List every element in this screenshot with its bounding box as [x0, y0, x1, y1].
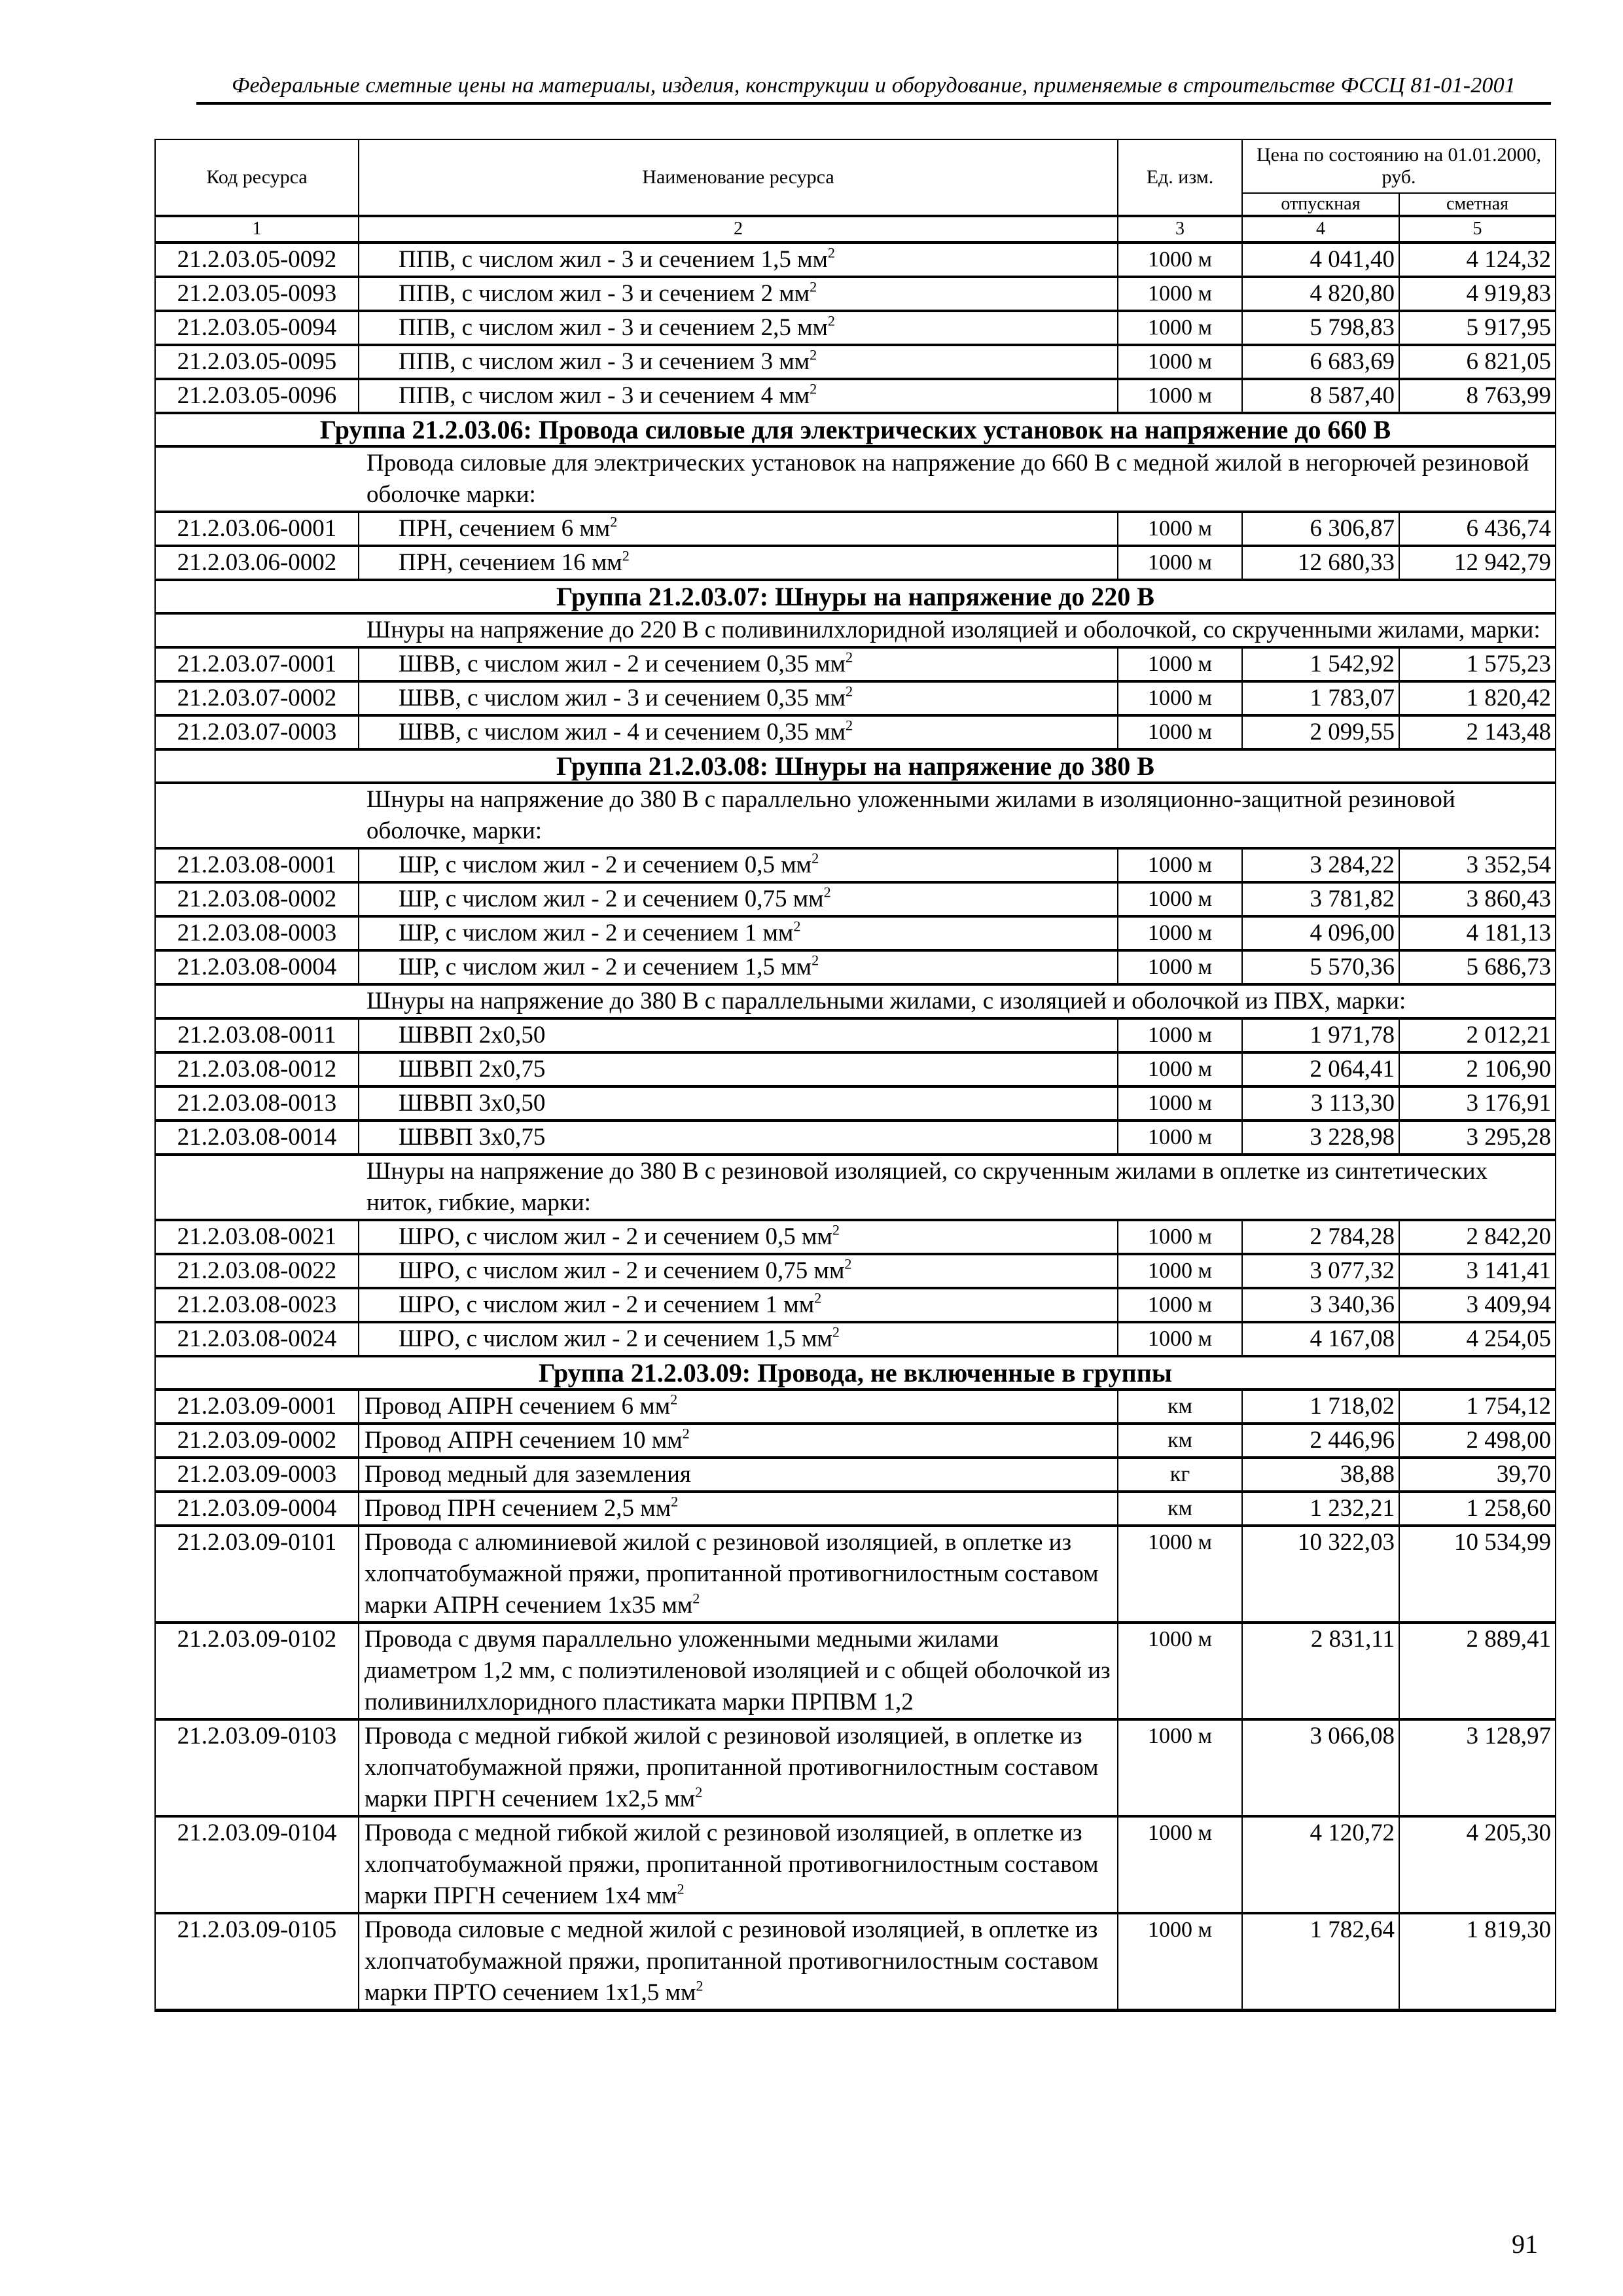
superscript: 2 [695, 1784, 703, 1801]
table-row [155, 950, 1556, 984]
resource-code: 21.2.03.08-0014 [155, 1121, 359, 1155]
group-header-row [155, 580, 1556, 613]
group-title: Группа 21.2.03.06: Провода силовые для электрических установок на напряжение до 660 В [155, 413, 1556, 446]
superscript: 2 [823, 884, 831, 901]
resource-name [359, 243, 1118, 278]
resource-code: 21.2.03.07-0003 [155, 715, 359, 749]
unit-cell: 1000 м [1118, 715, 1242, 749]
resource-code: 21.2.03.05-0092 [155, 243, 359, 278]
unit-cell: 1000 м [1118, 848, 1242, 882]
resource-name-text: ШРО, с числом жил - 2 и сечением 1 мм [399, 1291, 815, 1318]
unit-cell: км [1118, 1424, 1242, 1458]
table-row [155, 345, 1556, 379]
page-number: 91 [1512, 2229, 1538, 2259]
release-price: 12 680,33 [1242, 546, 1399, 580]
superscript: 2 [610, 513, 618, 530]
resource-name-text: Провод медный для заземления [365, 1461, 691, 1488]
unit-cell: 1000 м [1118, 1121, 1242, 1155]
resource-name-text: ШВВП 3х0,75 [399, 1124, 546, 1151]
resource-name-text: ШВВП 2х0,50 [399, 1022, 546, 1049]
release-price: 3 340,36 [1242, 1288, 1399, 1322]
resource-code: 21.2.03.08-0002 [155, 882, 359, 916]
resource-code: 21.2.03.07-0002 [155, 681, 359, 715]
unit-cell: 1000 м [1118, 681, 1242, 715]
resource-code: 21.2.03.09-0105 [155, 1913, 359, 2011]
subgroup-description: Шнуры на напряжение до 380 В с резиновой изоляцией, со скрученным жилами в оплетке из синтетических ниток, гибкие, марки: [359, 1155, 1556, 1220]
table-row [155, 512, 1556, 546]
resource-code: 21.2.03.09-0003 [155, 1458, 359, 1492]
estimate-price: 10 534,99 [1399, 1526, 1556, 1623]
price-table [154, 139, 1556, 2012]
superscript: 2 [814, 1289, 822, 1306]
resource-code: 21.2.03.08-0022 [155, 1254, 359, 1288]
resource-code: 21.2.03.08-0004 [155, 950, 359, 984]
column-number: 2 [359, 216, 1118, 243]
unit-cell: 1000 м [1118, 1623, 1242, 1719]
table-row [155, 546, 1556, 580]
resource-name-text: ШР, с числом жил - 2 и сечением 1,5 мм [399, 954, 812, 980]
description-row [155, 783, 1556, 848]
estimate-price: 3 176,91 [1399, 1086, 1556, 1121]
resource-code: 21.2.03.08-0024 [155, 1322, 359, 1356]
superscript: 2 [845, 649, 853, 666]
resource-name-text: ШВВ, с числом жил - 2 и сечением 0,35 мм [399, 651, 846, 677]
group-title: Группа 21.2.03.09: Провода, не включенные в группы [155, 1356, 1556, 1390]
estimate-price: 5 686,73 [1399, 950, 1556, 984]
table-row [155, 1121, 1556, 1155]
resource-code: 21.2.03.09-0001 [155, 1390, 359, 1424]
column-number: 3 [1118, 216, 1242, 243]
release-price: 3 781,82 [1242, 882, 1399, 916]
superscript: 2 [692, 1590, 700, 1607]
resource-name-text: Провода с алюминиевой жилой с резиновой изоляцией, в оплетке из хлопчатобумажной пряжи, пропитанной противогнилостным составом марки АПРН сечением 1х35 мм [365, 1529, 1099, 1619]
release-price: 3 113,30 [1242, 1086, 1399, 1121]
resource-code: 21.2.03.09-0002 [155, 1424, 359, 1458]
header-price-estimate: сметная [1399, 193, 1556, 216]
resource-name-text: ШРО, с числом жил - 2 и сечением 0,5 мм [399, 1223, 832, 1250]
table-row [155, 243, 1556, 278]
release-price: 4 167,08 [1242, 1322, 1399, 1356]
resource-code: 21.2.03.05-0095 [155, 345, 359, 379]
release-price: 1 232,21 [1242, 1492, 1399, 1526]
estimate-price: 3 409,94 [1399, 1288, 1556, 1322]
estimate-price: 3 352,54 [1399, 848, 1556, 882]
release-price: 4 096,00 [1242, 916, 1399, 950]
release-price: 8 587,40 [1242, 379, 1399, 413]
table-row [155, 1254, 1556, 1288]
resource-code: 21.2.03.08-0023 [155, 1288, 359, 1322]
unit-cell: 1000 м [1118, 512, 1242, 546]
header-price-release: отпускная [1242, 193, 1399, 216]
estimate-price: 1 819,30 [1399, 1913, 1556, 2011]
resource-name-text: Провода силовые с медной жилой с резиновой изоляцией, в оплетке из хлопчатобумажной пряжи, пропитанной противогнилостным составом марки ПРТО сечением 1х1,5 мм [365, 1916, 1099, 2006]
resource-name-text: Провод АПРН сечением 10 мм [365, 1427, 683, 1454]
unit-cell: 1000 м [1118, 546, 1242, 580]
resource-code: 21.2.03.09-0101 [155, 1526, 359, 1623]
release-price: 1 783,07 [1242, 681, 1399, 715]
resource-name-text: ШРО, с числом жил - 2 и сечением 1,5 мм [399, 1325, 832, 1352]
table-row [155, 1086, 1556, 1121]
resource-name [359, 1458, 1118, 1492]
estimate-price: 4 124,32 [1399, 243, 1556, 278]
estimate-price: 1 258,60 [1399, 1492, 1556, 1526]
table-row [155, 1322, 1556, 1356]
table-row [155, 311, 1556, 345]
subgroup-description: Шнуры на напряжение до 380 В с параллельными жилами, с изоляцией и оболочкой из ПВХ, марки: [359, 984, 1556, 1018]
estimate-price: 3 128,97 [1399, 1719, 1556, 1816]
unit-cell: 1000 м [1118, 950, 1242, 984]
estimate-price: 3 295,28 [1399, 1121, 1556, 1155]
estimate-price: 1 575,23 [1399, 647, 1556, 681]
resource-name-text: ШВВ, с числом жил - 4 и сечением 0,35 мм [399, 719, 846, 745]
estimate-price: 39,70 [1399, 1458, 1556, 1492]
resource-name-text: ШРО, с числом жил - 2 и сечением 0,75 мм [399, 1257, 845, 1284]
resource-name [359, 379, 1118, 413]
resource-name [359, 848, 1118, 882]
subgroup-description: Провода силовые для электрических установок на напряжение до 660 В с медной жилой в негорючей резиновой оболочке марки: [359, 446, 1556, 512]
group-header-row [155, 749, 1556, 783]
unit-cell: 1000 м [1118, 379, 1242, 413]
table-row [155, 1492, 1556, 1526]
unit-cell: 1000 м [1118, 1816, 1242, 1913]
resource-name [359, 546, 1118, 580]
estimate-price: 2 106,90 [1399, 1052, 1556, 1086]
release-price: 3 228,98 [1242, 1121, 1399, 1155]
release-price: 2 446,96 [1242, 1424, 1399, 1458]
header-price: Цена по состоянию на 01.01.2000, руб. [1242, 139, 1556, 193]
description-row [155, 1155, 1556, 1220]
superscript: 2 [696, 1977, 704, 1994]
header-code: Код ресурса [155, 139, 359, 216]
resource-name-text: ШР, с числом жил - 2 и сечением 0,5 мм [399, 852, 812, 878]
resource-name [359, 681, 1118, 715]
resource-name-text: Провода с двумя параллельно уложенными медными жилами диаметром 1,2 мм, с полиэтиленовой изоляцией и с общей оболочкой из поливинилхлоридного пластиката марки ПРПВМ 1,2 [365, 1626, 1111, 1715]
table-row [155, 1018, 1556, 1052]
table-row [155, 1220, 1556, 1254]
resource-name [359, 1816, 1118, 1913]
resource-name-text: ПРН, сечением 16 мм [399, 549, 622, 576]
release-price: 6 683,69 [1242, 345, 1399, 379]
release-price: 1 782,64 [1242, 1913, 1399, 2011]
resource-name [359, 1623, 1118, 1719]
column-number: 1 [155, 216, 359, 243]
table-row [155, 1913, 1556, 2011]
resource-name [359, 1424, 1118, 1458]
resource-code: 21.2.03.09-0103 [155, 1719, 359, 1816]
release-price: 2 831,11 [1242, 1623, 1399, 1719]
unit-cell: 1000 м [1118, 243, 1242, 278]
resource-name-text: ШВВП 3х0,50 [399, 1090, 546, 1117]
resource-code: 21.2.03.05-0093 [155, 277, 359, 311]
resource-name [359, 647, 1118, 681]
blank-cell [155, 446, 359, 512]
estimate-price: 12 942,79 [1399, 546, 1556, 580]
unit-cell: 1000 м [1118, 916, 1242, 950]
estimate-price: 3 141,41 [1399, 1254, 1556, 1288]
unit-cell: 1000 м [1118, 1322, 1242, 1356]
blank-cell [155, 984, 359, 1018]
release-price: 3 284,22 [1242, 848, 1399, 882]
resource-name-text: ППВ, с числом жил - 3 и сечением 1,5 мм [399, 246, 828, 273]
resource-code: 21.2.03.06-0001 [155, 512, 359, 546]
superscript: 2 [810, 346, 817, 363]
group-title: Группа 21.2.03.07: Шнуры на напряжение до 220 В [155, 580, 1556, 613]
resource-name [359, 311, 1118, 345]
table-row [155, 1424, 1556, 1458]
resource-name [359, 1390, 1118, 1424]
superscript: 2 [832, 1323, 840, 1340]
resource-code: 21.2.03.08-0013 [155, 1086, 359, 1121]
resource-name-text: Провод АПРН сечением 6 мм [365, 1393, 671, 1420]
resource-name [359, 277, 1118, 311]
unit-cell: 1000 м [1118, 1086, 1242, 1121]
resource-name [359, 345, 1118, 379]
table-body [155, 243, 1556, 2011]
description-row [155, 984, 1556, 1018]
resource-name-text: ПРН, сечением 6 мм [399, 515, 611, 542]
resource-code: 21.2.03.08-0021 [155, 1220, 359, 1254]
group-title: Группа 21.2.03.08: Шнуры на напряжение до 380 В [155, 749, 1556, 783]
resource-name [359, 1913, 1118, 2011]
resource-code: 21.2.03.05-0094 [155, 311, 359, 345]
group-header-row [155, 413, 1556, 446]
superscript: 2 [671, 1493, 679, 1510]
estimate-price: 2 889,41 [1399, 1623, 1556, 1719]
superscript: 2 [845, 683, 853, 700]
release-price: 5 798,83 [1242, 311, 1399, 345]
release-price: 5 570,36 [1242, 950, 1399, 984]
superscript: 2 [670, 1391, 678, 1408]
unit-cell: 1000 м [1118, 345, 1242, 379]
resource-name [359, 1018, 1118, 1052]
estimate-price: 2 842,20 [1399, 1220, 1556, 1254]
table-row [155, 1816, 1556, 1913]
unit-cell: 1000 м [1118, 277, 1242, 311]
table-row [155, 1623, 1556, 1719]
table-row [155, 1390, 1556, 1424]
subgroup-description: Шнуры на напряжение до 220 В с поливинилхлоридной изоляцией и оболочкой, со скрученными жилами, марки: [359, 613, 1556, 647]
table-row [155, 882, 1556, 916]
release-price: 1 718,02 [1242, 1390, 1399, 1424]
release-price: 3 066,08 [1242, 1719, 1399, 1816]
estimate-price: 6 436,74 [1399, 512, 1556, 546]
superscript: 2 [622, 547, 630, 564]
release-price: 4 120,72 [1242, 1816, 1399, 1913]
estimate-price: 6 821,05 [1399, 345, 1556, 379]
table-row [155, 1719, 1556, 1816]
resource-name [359, 1526, 1118, 1623]
estimate-price: 3 860,43 [1399, 882, 1556, 916]
resource-name [359, 916, 1118, 950]
release-price: 3 077,32 [1242, 1254, 1399, 1288]
estimate-price: 4 181,13 [1399, 916, 1556, 950]
estimate-price: 1 754,12 [1399, 1390, 1556, 1424]
release-price: 4 820,80 [1242, 277, 1399, 311]
resource-code: 21.2.03.09-0102 [155, 1623, 359, 1719]
table-row [155, 1526, 1556, 1623]
release-price: 2 784,28 [1242, 1220, 1399, 1254]
unit-cell: 1000 м [1118, 1018, 1242, 1052]
release-price: 38,88 [1242, 1458, 1399, 1492]
estimate-price: 5 917,95 [1399, 311, 1556, 345]
resource-name-text: ШВВП 2х0,75 [399, 1056, 546, 1083]
table-row [155, 647, 1556, 681]
resource-code: 21.2.03.09-0004 [155, 1492, 359, 1526]
superscript: 2 [812, 850, 819, 867]
table-row [155, 715, 1556, 749]
table-row [155, 1052, 1556, 1086]
resource-name-text: ППВ, с числом жил - 3 и сечением 2,5 мм [399, 314, 828, 341]
estimate-price: 4 254,05 [1399, 1322, 1556, 1356]
unit-cell: 1000 м [1118, 1220, 1242, 1254]
resource-code: 21.2.03.05-0096 [155, 379, 359, 413]
superscript: 2 [845, 717, 853, 734]
superscript: 2 [827, 312, 836, 329]
resource-name [359, 1719, 1118, 1816]
release-price: 2 099,55 [1242, 715, 1399, 749]
subgroup-description: Шнуры на напряжение до 380 В с параллельно уложенными жилами в изоляционно-защитной резиновой оболочке, марки: [359, 783, 1556, 848]
superscript: 2 [677, 1880, 685, 1897]
table-row [155, 848, 1556, 882]
superscript: 2 [827, 244, 836, 261]
unit-cell: кг [1118, 1458, 1242, 1492]
header-rule [196, 102, 1551, 105]
resource-name [359, 512, 1118, 546]
release-price: 1 971,78 [1242, 1018, 1399, 1052]
header-name: Наименование ресурса [359, 139, 1118, 216]
estimate-price: 1 820,42 [1399, 681, 1556, 715]
resource-name [359, 1052, 1118, 1086]
release-price: 4 041,40 [1242, 243, 1399, 278]
estimate-price: 2 012,21 [1399, 1018, 1556, 1052]
unit-cell: 1000 м [1118, 1288, 1242, 1322]
blank-cell [155, 783, 359, 848]
resource-name [359, 1492, 1118, 1526]
resource-name [359, 1288, 1118, 1322]
release-price: 10 322,03 [1242, 1526, 1399, 1623]
superscript: 2 [810, 380, 817, 397]
resource-code: 21.2.03.06-0002 [155, 546, 359, 580]
resource-code: 21.2.03.08-0001 [155, 848, 359, 882]
description-row [155, 613, 1556, 647]
resource-name-text: ШР, с числом жил - 2 и сечением 0,75 мм [399, 886, 824, 912]
resource-name-text: Провод ПРН сечением 2,5 мм [365, 1495, 671, 1522]
release-price: 6 306,87 [1242, 512, 1399, 546]
resource-name [359, 1220, 1118, 1254]
resource-name [359, 1121, 1118, 1155]
resource-name [359, 1322, 1118, 1356]
superscript: 2 [844, 1255, 852, 1272]
resource-name-text: ППВ, с числом жил - 3 и сечением 4 мм [399, 382, 810, 409]
resource-name [359, 1254, 1118, 1288]
resource-name-text: ППВ, с числом жил - 3 и сечением 2 мм [399, 280, 810, 307]
column-number: 4 [1242, 216, 1399, 243]
description-row [155, 446, 1556, 512]
superscript: 2 [793, 918, 801, 935]
unit-cell: 1000 м [1118, 1913, 1242, 2011]
table-row [155, 277, 1556, 311]
superscript: 2 [832, 1221, 840, 1238]
estimate-price: 4 205,30 [1399, 1816, 1556, 1913]
unit-cell: 1000 м [1118, 882, 1242, 916]
release-price: 2 064,41 [1242, 1052, 1399, 1086]
resource-name [359, 715, 1118, 749]
table-row [155, 916, 1556, 950]
unit-cell: 1000 м [1118, 1526, 1242, 1623]
resource-code: 21.2.03.08-0003 [155, 916, 359, 950]
resource-name [359, 1086, 1118, 1121]
resource-name-text: Провода с медной гибкой жилой с резиновой изоляцией, в оплетке из хлопчатобумажной пряжи, пропитанной противогнилостным составом марки ПРГН сечением 1х2,5 мм [365, 1723, 1099, 1812]
unit-cell: 1000 м [1118, 1719, 1242, 1816]
estimate-price: 8 763,99 [1399, 379, 1556, 413]
header-unit: Ед. изм. [1118, 139, 1242, 216]
unit-cell: км [1118, 1492, 1242, 1526]
unit-cell: 1000 м [1118, 647, 1242, 681]
blank-cell [155, 613, 359, 647]
resource-name [359, 950, 1118, 984]
running-header: Федеральные сметные цены на материалы, изделия, конструкции и оборудование, применяемые в строительстве ФССЦ 81-01-2001 [231, 73, 1516, 98]
resource-name-text: ППВ, с числом жил - 3 и сечением 3 мм [399, 348, 810, 375]
estimate-price: 2 143,48 [1399, 715, 1556, 749]
resource-name-text: ШР, с числом жил - 2 и сечением 1 мм [399, 920, 794, 946]
table-row [155, 379, 1556, 413]
resource-code: 21.2.03.08-0012 [155, 1052, 359, 1086]
blank-cell [155, 1155, 359, 1220]
resource-code: 21.2.03.09-0104 [155, 1816, 359, 1913]
estimate-price: 4 919,83 [1399, 277, 1556, 311]
superscript: 2 [682, 1425, 690, 1442]
table-row [155, 1458, 1556, 1492]
resource-code: 21.2.03.08-0011 [155, 1018, 359, 1052]
resource-name-text: Провода с медной гибкой жилой с резиновой изоляцией, в оплетке из хлопчатобумажной пряжи, пропитанной противогнилостным составом марки ПРГН сечением 1х4 мм [365, 1820, 1099, 1909]
resource-name [359, 882, 1118, 916]
unit-cell: 1000 м [1118, 1254, 1242, 1288]
group-header-row [155, 1356, 1556, 1390]
table-row [155, 1288, 1556, 1322]
estimate-price: 2 498,00 [1399, 1424, 1556, 1458]
unit-cell: 1000 м [1118, 311, 1242, 345]
table-row [155, 681, 1556, 715]
superscript: 2 [810, 278, 817, 295]
superscript: 2 [812, 952, 819, 969]
unit-cell: км [1118, 1390, 1242, 1424]
resource-name-text: ШВВ, с числом жил - 3 и сечением 0,35 мм [399, 685, 846, 711]
unit-cell: 1000 м [1118, 1052, 1242, 1086]
resource-code: 21.2.03.07-0001 [155, 647, 359, 681]
column-number: 5 [1399, 216, 1556, 243]
release-price: 1 542,92 [1242, 647, 1399, 681]
